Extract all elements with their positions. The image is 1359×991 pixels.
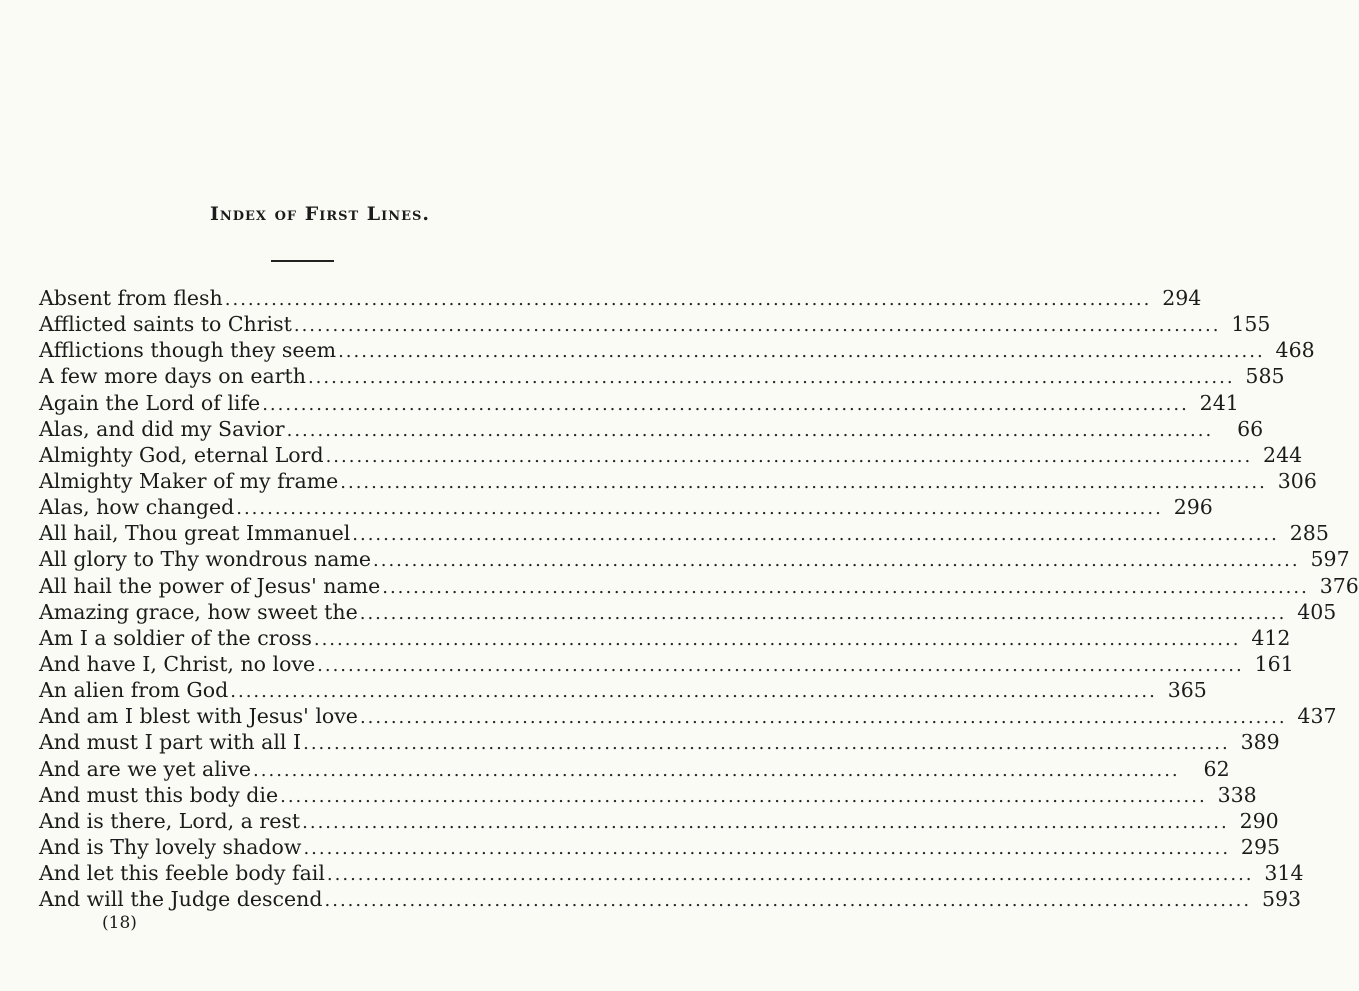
entry-first-line: And is there, Lord, a rest xyxy=(39,808,301,833)
index-entry xyxy=(39,546,1350,572)
entry-page-number: 437 xyxy=(1297,704,1337,729)
index-entry xyxy=(39,363,1285,389)
index-entry xyxy=(39,886,1302,912)
index-entry xyxy=(39,468,1317,494)
entry-first-line: Afflictions though they seem xyxy=(39,338,337,363)
index-entry xyxy=(39,599,1337,625)
index-entry xyxy=(39,677,1207,703)
entry-page-number: 593 xyxy=(1261,887,1302,912)
entry-page-number: 314 xyxy=(1264,861,1304,886)
dot-leader: ........................................................................................................................ xyxy=(317,654,1244,676)
entry-page-number: 294 xyxy=(1162,286,1202,310)
dot-leader: ........................................................................................................................ xyxy=(293,315,1221,337)
entry-first-line: Am I a soldier of the cross xyxy=(39,625,312,650)
entry-page-number: 376 xyxy=(1319,573,1359,598)
entry-first-line: All hail the power of Jesus' name xyxy=(39,573,381,598)
entry-page-number: 62 xyxy=(1203,756,1230,781)
page-number: (18) xyxy=(102,913,137,933)
index-entry xyxy=(39,860,1304,886)
entry-page-number: 468 xyxy=(1275,338,1315,363)
dot-leader: ........................................................................................................................ xyxy=(313,628,1241,650)
entry-page-number: 155 xyxy=(1231,312,1271,337)
index-entry xyxy=(39,442,1303,468)
dot-leader: ........................................................................................................................ xyxy=(303,837,1231,859)
index-entries xyxy=(39,285,1359,912)
entry-page-number: 161 xyxy=(1254,651,1294,676)
index-entry xyxy=(39,729,1280,755)
entry-first-line: And let this feeble body fail xyxy=(39,861,325,886)
entry-first-line: And am I blest with Jesus' love xyxy=(39,704,358,729)
dot-leader: ........................................................................................................................ xyxy=(262,393,1189,415)
dot-leader: ........................................................................................................................ xyxy=(338,341,1265,363)
dot-leader: ........................................................................................................................ xyxy=(302,811,1229,833)
index-entry xyxy=(39,651,1294,677)
index-entry xyxy=(39,337,1315,363)
entry-first-line: And must I part with all I xyxy=(39,730,302,755)
index-entry xyxy=(39,390,1239,416)
dot-leader: ........................................................................................................................ xyxy=(382,576,1309,598)
entry-first-line: And must this body die xyxy=(39,782,279,807)
dot-leader: ........................................................................................................................ xyxy=(359,602,1287,624)
index-entry xyxy=(39,625,1291,651)
entry-page-number: 338 xyxy=(1217,782,1257,807)
entry-first-line: Absent from flesh xyxy=(39,286,223,310)
dot-leader: ........................................................................................................................ xyxy=(326,864,1254,886)
entry-page-number: 412 xyxy=(1251,625,1291,650)
dot-leader: ........................................................................................................................ xyxy=(280,785,1207,807)
entry-page-number: 244 xyxy=(1263,442,1303,467)
entry-page-number: 585 xyxy=(1245,364,1285,389)
entry-first-line: Amazing grace, how sweet the xyxy=(39,599,358,624)
title-rule xyxy=(271,260,334,262)
entry-page-number: 66 xyxy=(1237,416,1264,441)
index-entry xyxy=(39,808,1279,834)
entry-first-line: All glory to Thy wondrous name xyxy=(39,547,372,572)
entry-first-line: And have I, Christ, no love xyxy=(39,651,316,676)
index-entry xyxy=(39,416,1264,442)
entry-first-line: Alas, how changed xyxy=(39,495,235,520)
entry-first-line: And is Thy lovely shadow xyxy=(39,834,302,859)
index-entry xyxy=(39,703,1337,729)
entry-page-number: 295 xyxy=(1240,834,1281,859)
dot-leader: ........................................................................................................................ xyxy=(303,733,1230,755)
index-entry xyxy=(39,834,1281,860)
entry-page-number: 241 xyxy=(1199,390,1239,415)
dot-leader: ........................................................................................................................ xyxy=(340,471,1267,493)
entry-page-number: 597 xyxy=(1310,547,1350,572)
page-title: Index of First Lines. xyxy=(209,203,431,225)
entry-first-line: Almighty Maker of my frame xyxy=(39,468,339,493)
dot-leader: ........................................................................................................................ xyxy=(236,498,1163,520)
index-entry xyxy=(39,285,1202,311)
entry-page-number: 285 xyxy=(1289,521,1329,546)
index-entry xyxy=(39,520,1329,546)
entry-page-number: 405 xyxy=(1297,599,1337,624)
dot-leader: ........................................................................................................................ xyxy=(324,890,1252,912)
dot-leader: ........................................................................................................................ xyxy=(359,707,1287,729)
index-entry xyxy=(39,311,1271,337)
dot-leader: ........................................................................................................................ xyxy=(352,524,1279,546)
dot-leader: ........................................................................................................................ xyxy=(230,681,1157,703)
entry-first-line: An alien from God xyxy=(39,678,229,703)
entry-page-number: 290 xyxy=(1239,808,1279,833)
entry-page-number: 365 xyxy=(1167,678,1207,703)
index-entry xyxy=(39,782,1257,808)
entry-first-line: And are we yet alive xyxy=(39,756,252,781)
entry-page-number: 296 xyxy=(1173,495,1213,520)
entry-first-line: Afflicted saints to Christ xyxy=(39,312,292,337)
entry-page-number: 389 xyxy=(1240,730,1280,755)
dot-leader: ........................................................................................................................ xyxy=(224,289,1152,310)
entry-first-line: Again the Lord of life xyxy=(39,390,261,415)
index-entry xyxy=(39,756,1230,782)
dot-leader: ........................................................................................................................ xyxy=(307,367,1235,389)
dot-leader: ........................................................................................................................ xyxy=(253,759,1180,781)
index-entry xyxy=(39,573,1359,599)
index-entry xyxy=(39,494,1213,520)
dot-leader: ........................................................................................................................ xyxy=(373,550,1300,572)
entry-first-line: A few more days on earth xyxy=(39,364,306,389)
dot-leader: ........................................................................................................................ xyxy=(286,419,1214,441)
entry-first-line: Almighty God, eternal Lord xyxy=(39,442,324,467)
entry-page-number: 306 xyxy=(1277,468,1317,493)
entry-first-line: And will the Judge descend xyxy=(39,887,323,912)
entry-first-line: All hail, Thou great Immanuel xyxy=(39,521,351,546)
dot-leader: ........................................................................................................................ xyxy=(325,445,1253,467)
entry-first-line: Alas, and did my Savior xyxy=(39,416,285,441)
